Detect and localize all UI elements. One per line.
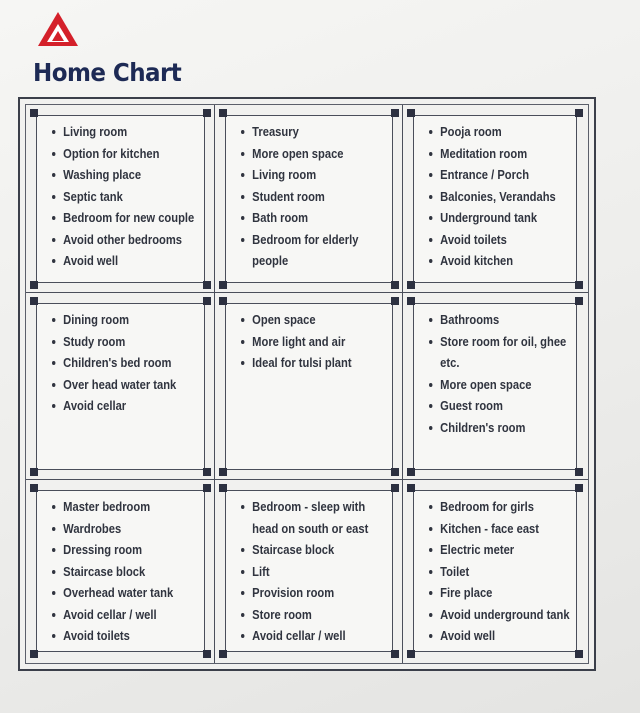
room-list-item: Study room	[52, 331, 180, 353]
room-list-item: Electric meter	[429, 539, 553, 561]
corner-square-icon	[203, 281, 211, 289]
corner-square-icon	[575, 281, 583, 289]
room-list-item: More light and air	[241, 331, 368, 353]
corner-square-icon	[203, 650, 211, 658]
corner-square-icon	[219, 650, 227, 658]
room-list-item: Bedroom for elderly people	[241, 229, 381, 272]
room-list-item: Guest room	[429, 395, 553, 417]
corner-square-icon	[391, 281, 399, 289]
grid-divider-horizontal	[26, 479, 588, 480]
corner-square-icon	[219, 281, 227, 289]
room-list-item: Open space	[241, 309, 368, 331]
room-list-item: Dining room	[52, 309, 180, 331]
grid-divider-vertical	[214, 105, 215, 663]
room-list	[241, 496, 389, 647]
room-list	[429, 121, 573, 272]
room-list-item: Children's room	[429, 417, 553, 439]
corner-square-icon	[391, 484, 399, 492]
corner-square-icon	[407, 109, 415, 117]
corner-square-icon	[30, 484, 38, 492]
room-list-item: Living room	[52, 121, 180, 143]
corner-square-icon	[575, 109, 583, 117]
room-list-item: Avoid well	[429, 625, 553, 647]
cell-north-west	[26, 105, 215, 293]
room-list-item: Pooja room	[429, 121, 553, 143]
corner-square-icon	[391, 297, 399, 305]
room-list-item: Washing place	[52, 164, 180, 186]
corner-square-icon	[407, 484, 415, 492]
room-list-item: Avoid cellar / well	[52, 604, 180, 626]
room-list-item: Underground tank	[429, 207, 553, 229]
corner-square-icon	[219, 297, 227, 305]
room-list-item: Wardrobes	[52, 518, 180, 540]
room-list	[429, 496, 573, 647]
cell-south-east	[403, 480, 587, 662]
room-list-item: Septic tank	[52, 186, 180, 208]
room-list	[429, 309, 573, 438]
room-list-item: Ideal for tulsi plant	[241, 352, 368, 374]
corner-square-icon	[30, 468, 38, 476]
page-title: Home Chart	[33, 58, 182, 87]
room-list-item: Avoid well	[52, 250, 180, 272]
room-list	[241, 121, 389, 272]
room-list-item: Dressing room	[52, 539, 180, 561]
grid-divider-horizontal	[26, 292, 588, 293]
corner-square-icon	[203, 468, 211, 476]
room-list-item: Bath room	[241, 207, 368, 229]
corner-square-icon	[407, 281, 415, 289]
room-list	[241, 309, 389, 374]
cell-north	[215, 105, 403, 293]
corner-square-icon	[30, 109, 38, 117]
room-list-item: Lift	[241, 561, 368, 583]
corner-square-icon	[407, 650, 415, 658]
corner-square-icon	[407, 468, 415, 476]
publisher-logo-icon	[36, 10, 80, 50]
room-list-item: Bedroom for girls	[429, 496, 553, 518]
room-list-item: Bathrooms	[429, 309, 553, 331]
room-list-item: Over head water tank	[52, 374, 180, 396]
corner-square-icon	[203, 484, 211, 492]
room-list-item: Kitchen - face east	[429, 518, 553, 540]
room-list-item: More open space	[429, 374, 553, 396]
grid-divider-vertical	[402, 105, 403, 663]
room-list	[52, 309, 201, 417]
room-list-item: Student room	[241, 186, 368, 208]
cell-south-west	[26, 480, 215, 662]
room-list-item: Option for kitchen	[52, 143, 180, 165]
corner-square-icon	[203, 297, 211, 305]
room-list-item: Entrance / Porch	[429, 164, 553, 186]
room-list-item: Avoid underground tank	[429, 604, 553, 626]
room-list-item: Staircase block	[52, 561, 180, 583]
room-list-item: Avoid kitchen	[429, 250, 553, 272]
cell-west	[26, 293, 215, 480]
corner-square-icon	[219, 109, 227, 117]
room-list-item: Avoid other bedrooms	[52, 229, 180, 251]
room-list-item: Avoid cellar / well	[241, 625, 368, 647]
room-list-item: Provision room	[241, 582, 368, 604]
corner-square-icon	[30, 281, 38, 289]
cell-centre	[215, 293, 403, 480]
room-list-item: Balconies, Verandahs	[429, 186, 553, 208]
corner-square-icon	[219, 484, 227, 492]
corner-square-icon	[30, 650, 38, 658]
cell-south	[215, 480, 403, 662]
room-list-item: Bedroom - sleep with head on south or east	[241, 496, 381, 539]
corner-square-icon	[203, 109, 211, 117]
room-list-item: Staircase block	[241, 539, 368, 561]
room-list-item: Fire place	[429, 582, 553, 604]
corner-square-icon	[391, 109, 399, 117]
corner-square-icon	[391, 650, 399, 658]
corner-square-icon	[575, 484, 583, 492]
cell-north-east	[403, 105, 587, 293]
room-list-item: Meditation room	[429, 143, 553, 165]
room-list-item: Treasury	[241, 121, 368, 143]
corner-square-icon	[219, 468, 227, 476]
room-list-item: Master bedroom	[52, 496, 180, 518]
room-list-item: Children's bed room	[52, 352, 180, 374]
room-list	[52, 496, 201, 647]
corner-square-icon	[30, 297, 38, 305]
room-list-item: Avoid toilets	[429, 229, 553, 251]
home-chart-grid	[18, 97, 596, 671]
cell-east	[403, 293, 587, 480]
room-list-item: Living room	[241, 164, 368, 186]
room-list-item: Overhead water tank	[52, 582, 180, 604]
room-list-item: Avoid toilets	[52, 625, 180, 647]
room-list-item: Store room for oil, ghee etc.	[429, 331, 569, 374]
corner-square-icon	[575, 297, 583, 305]
room-list-item: Toilet	[429, 561, 553, 583]
corner-square-icon	[407, 297, 415, 305]
corner-square-icon	[575, 650, 583, 658]
room-list	[52, 121, 201, 272]
room-list-item: Bedroom for new couple	[52, 207, 180, 229]
room-list-item: Store room	[241, 604, 368, 626]
room-list-item: Avoid cellar	[52, 395, 180, 417]
corner-square-icon	[575, 468, 583, 476]
corner-square-icon	[391, 468, 399, 476]
room-list-item: More open space	[241, 143, 368, 165]
